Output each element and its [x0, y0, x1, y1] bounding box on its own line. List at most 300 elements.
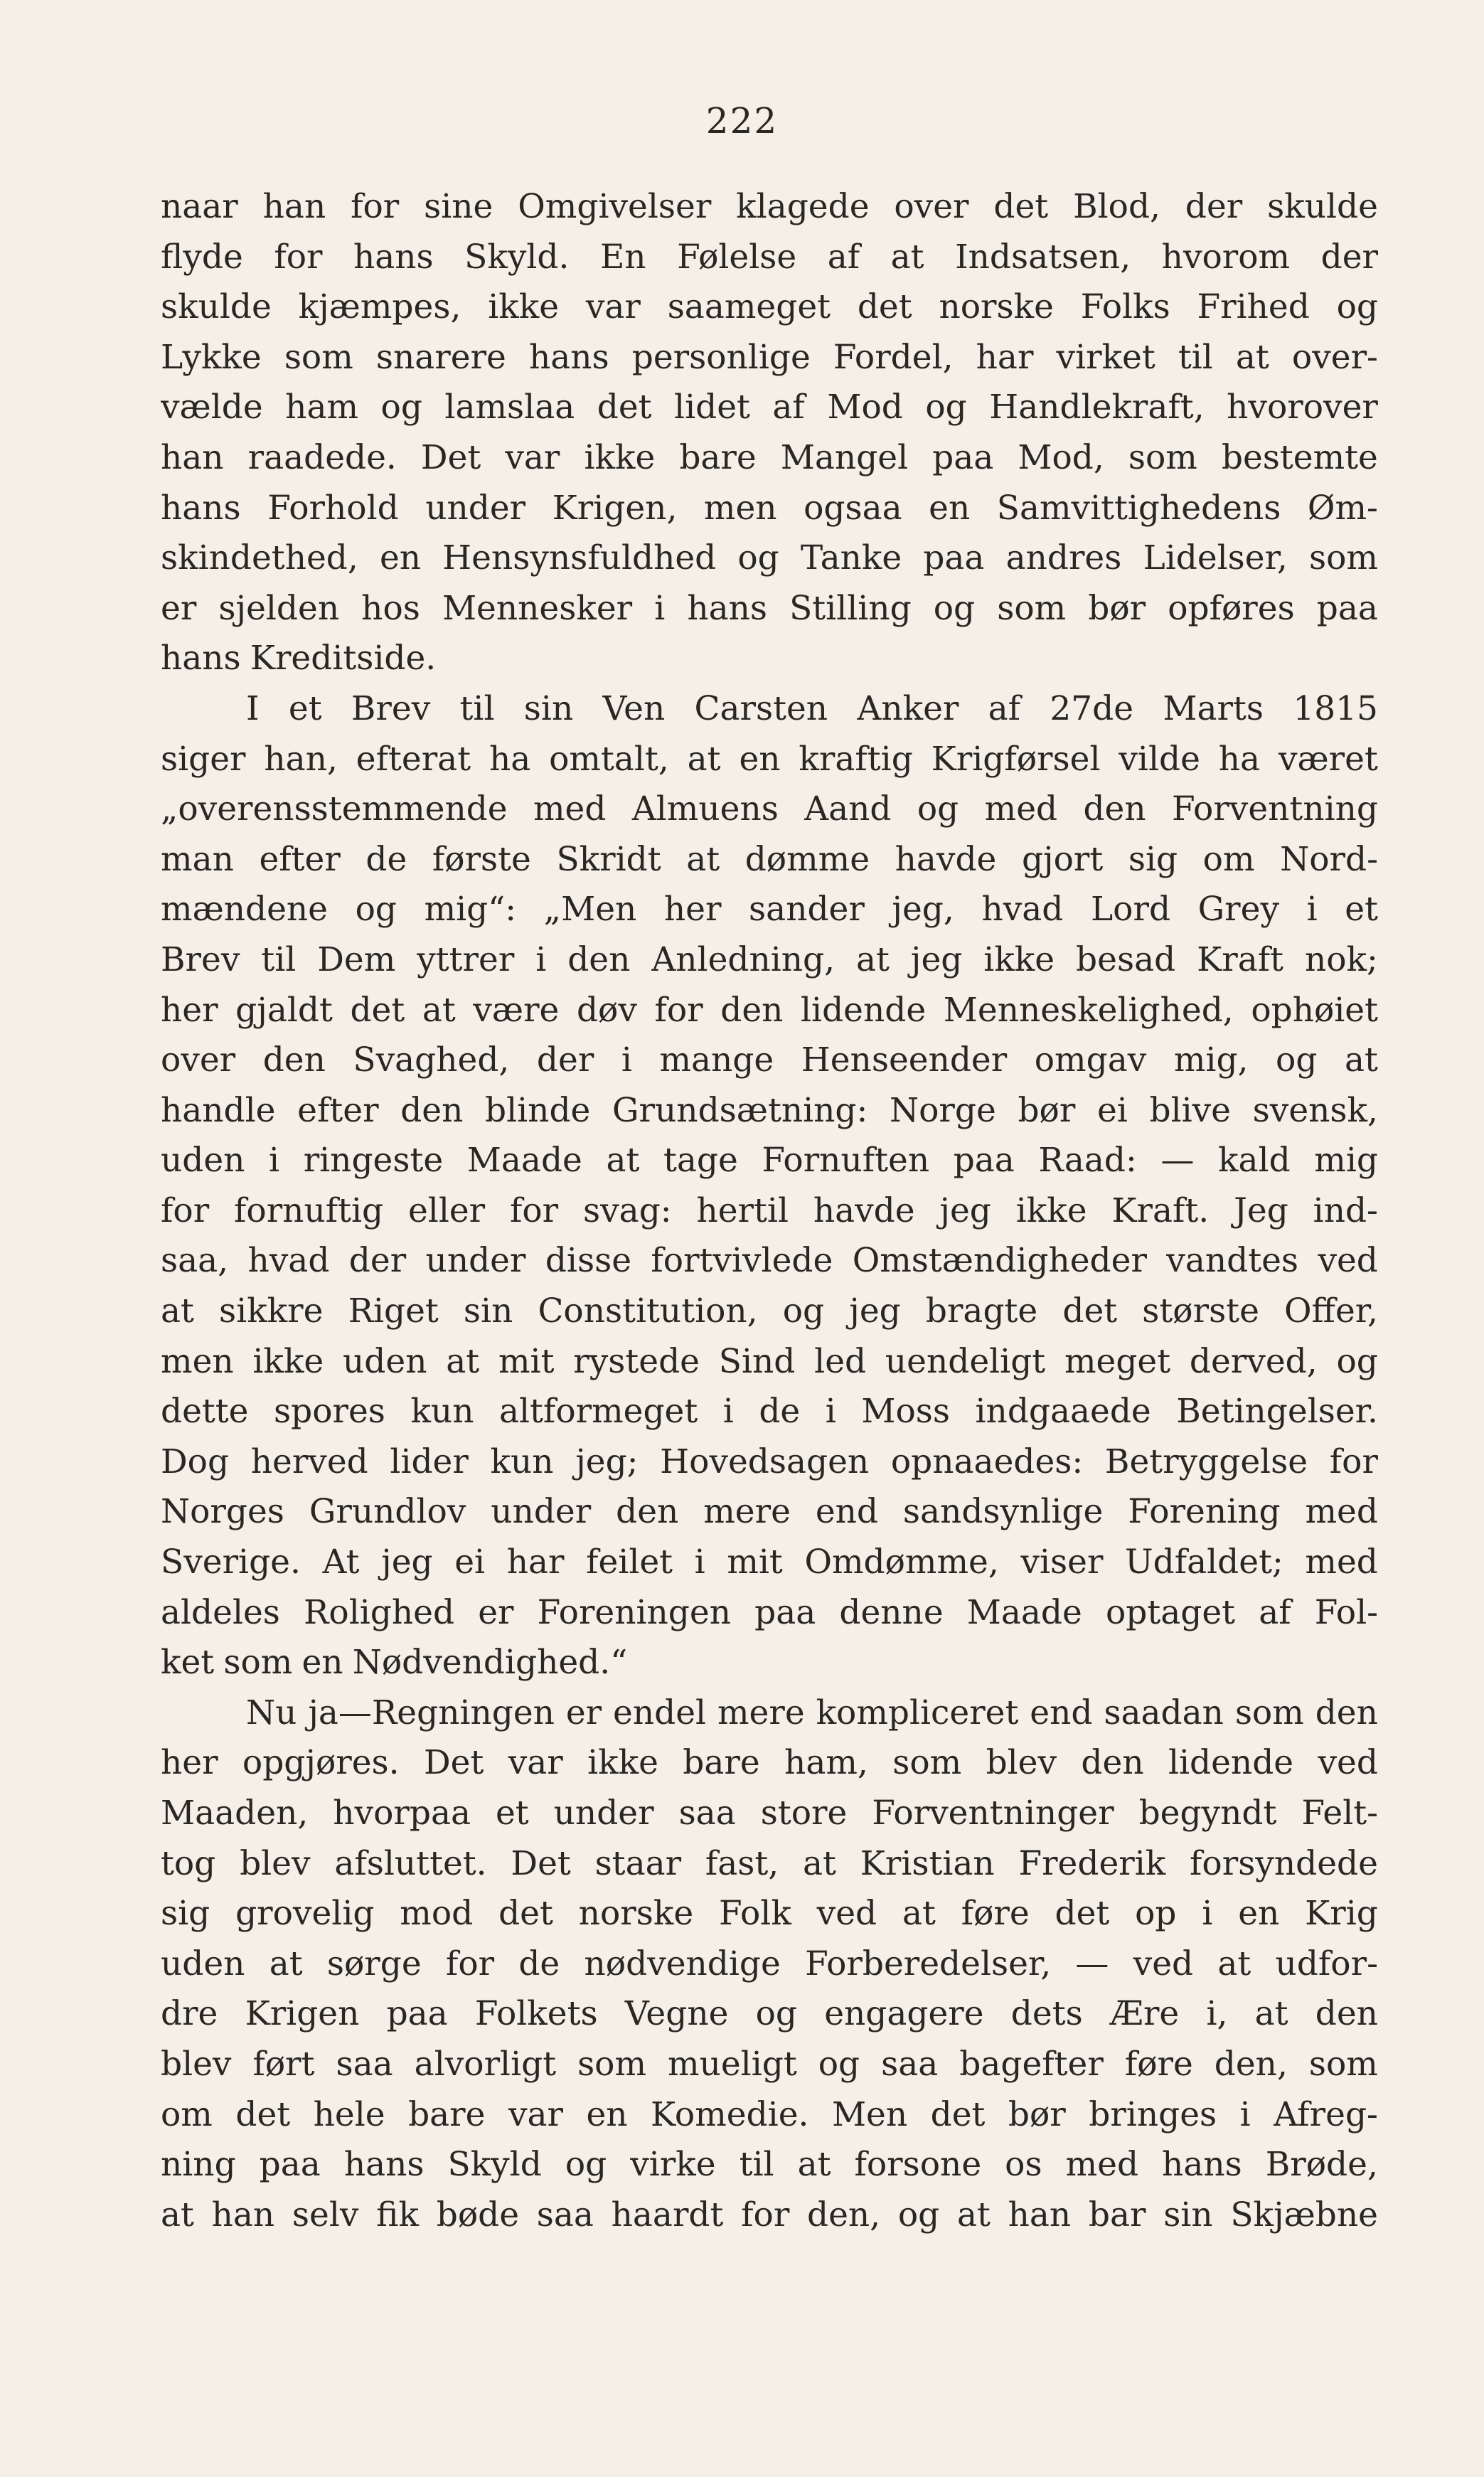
word: har — [976, 337, 1034, 377]
word: bare — [683, 1743, 760, 1783]
word: og — [1336, 1341, 1378, 1381]
word: som — [1234, 1693, 1304, 1732]
word: Stilling — [789, 588, 912, 628]
word: 27de — [1050, 688, 1134, 728]
word: at — [269, 1944, 303, 1983]
word: Lykke — [161, 337, 262, 377]
word: det — [1055, 1894, 1110, 1934]
word: Lord — [1090, 890, 1171, 929]
word: Omdømme, — [804, 1543, 999, 1582]
word: ved — [1318, 1743, 1378, 1783]
word: det — [597, 388, 652, 427]
text-line — [161, 986, 1378, 1036]
word: klagede — [736, 187, 870, 226]
word: Maade — [966, 1592, 1082, 1632]
word: er — [161, 588, 197, 628]
word: „overensstemmende — [161, 789, 508, 829]
word: virke — [630, 2145, 716, 2185]
word: den — [1081, 1743, 1144, 1783]
word: ophøiet — [1251, 990, 1378, 1030]
text-line — [161, 2040, 1378, 2090]
word: og — [897, 2195, 940, 2234]
word: og — [818, 2044, 860, 2084]
body-text — [161, 182, 1378, 2240]
word: mod — [400, 1894, 474, 1934]
word: Kraft — [1197, 939, 1284, 979]
word: lidende — [1168, 1743, 1294, 1783]
word: at — [1217, 1944, 1251, 1983]
text-line — [161, 2190, 1378, 2241]
word: paa — [1316, 588, 1378, 628]
word: bagefter — [959, 2044, 1104, 2084]
word: i, — [1206, 1994, 1228, 2034]
word: hertil — [696, 1190, 789, 1230]
text-line — [161, 935, 1378, 986]
word: hvorover — [1227, 388, 1378, 427]
word: haardt — [611, 2195, 724, 2234]
word: flyde — [161, 237, 243, 277]
word: omgav — [1034, 1040, 1147, 1080]
word: selv — [292, 2195, 359, 2234]
word: her — [161, 990, 218, 1030]
word: Brev — [351, 688, 431, 728]
word: altformeget — [498, 1392, 698, 1432]
word: at — [687, 739, 721, 779]
word: Mangel — [780, 437, 909, 477]
word: vælde — [161, 388, 263, 427]
word: sig — [1128, 839, 1178, 879]
word: ei — [454, 1543, 486, 1582]
word: disse — [545, 1241, 632, 1281]
word: svensk, — [1252, 1090, 1378, 1130]
word: hos — [361, 588, 420, 628]
word: at — [422, 990, 456, 1030]
word: nok; — [1304, 939, 1378, 979]
word: Men — [831, 2094, 908, 2134]
word: fik — [376, 2195, 420, 2234]
word: Det — [423, 1743, 484, 1783]
word: Menneskelighed, — [943, 990, 1234, 1030]
word: uden — [161, 1141, 245, 1181]
word: vilde — [1119, 739, 1200, 779]
text-line — [161, 533, 1378, 584]
word: Tanke — [800, 538, 902, 578]
word: en — [929, 488, 971, 528]
word: jeg, — [892, 890, 954, 929]
word: aldeles — [161, 1592, 280, 1632]
word: en — [301, 1643, 343, 1683]
word: blinde — [485, 1090, 591, 1130]
word: at — [1254, 1994, 1288, 2034]
word: største — [1142, 1291, 1259, 1331]
word: Blod, — [1073, 187, 1160, 226]
word: paa — [953, 1141, 1015, 1181]
word: hans — [353, 237, 434, 277]
word: han, — [264, 739, 338, 779]
word: som — [223, 1643, 293, 1683]
word: efter — [297, 1090, 379, 1130]
word: mig“: — [424, 890, 517, 929]
word: over — [161, 1040, 236, 1080]
word: havde — [895, 839, 997, 879]
word: Mennesker — [442, 588, 633, 628]
word: Folkets — [474, 1994, 598, 2034]
word: Jeg — [1234, 1190, 1288, 1230]
word: af — [988, 688, 1021, 728]
word: han — [211, 2195, 275, 2234]
word: og — [1276, 1040, 1318, 1080]
word: fornuftig — [234, 1190, 384, 1230]
text-line — [161, 1588, 1378, 1639]
word: siger — [161, 739, 246, 779]
word: ringeste — [303, 1141, 444, 1181]
word: ved — [1318, 1241, 1378, 1281]
word: — — [1075, 1944, 1109, 1983]
word: Følelse — [677, 237, 797, 277]
word: for — [274, 237, 323, 277]
text-line — [161, 1688, 1378, 1739]
word: Forventninger — [872, 1794, 1114, 1833]
word: han — [1008, 2195, 1072, 2234]
word: i — [621, 1040, 632, 1080]
word: med — [984, 789, 1058, 829]
word: fortvivlede — [651, 1241, 833, 1281]
word: lidet — [674, 388, 750, 427]
word: tog — [161, 1843, 216, 1883]
word: for — [1329, 1442, 1378, 1481]
word: raadede. — [247, 437, 397, 477]
word: er — [565, 1693, 602, 1732]
word: skindethed, — [161, 538, 358, 578]
word: ket — [161, 1643, 215, 1683]
word: den — [720, 990, 784, 1030]
word: ham — [285, 388, 359, 427]
word: at — [797, 2145, 831, 2185]
word: uendeligt — [885, 1341, 1046, 1381]
word: for — [351, 187, 400, 226]
word: dre — [161, 1994, 218, 2034]
word: Almuens — [631, 789, 779, 829]
word: ikke — [1015, 1190, 1087, 1230]
word: jeg — [910, 939, 963, 979]
word: saa — [678, 1794, 736, 1833]
word: blev — [986, 1743, 1057, 1783]
word: vandtes — [1166, 1241, 1299, 1281]
word: første — [432, 839, 531, 879]
word: mueligt — [668, 2044, 797, 2084]
word: til — [261, 939, 297, 979]
word: feilet — [586, 1543, 673, 1582]
word: Komedie. — [651, 2094, 809, 2134]
word: der — [1320, 237, 1378, 277]
text-line — [161, 1538, 1378, 1588]
word: Anledning, — [651, 939, 836, 979]
word: med — [1305, 1492, 1378, 1532]
word: Afreg- — [1274, 2094, 1378, 2134]
word: Norge — [890, 1090, 996, 1130]
text-line — [161, 634, 1378, 684]
word: i — [1202, 1894, 1213, 1934]
text-line — [161, 784, 1378, 835]
word: Constitution, — [538, 1291, 758, 1331]
word: ind- — [1313, 1190, 1378, 1230]
word: ikke — [587, 1743, 658, 1783]
word: nødvendige — [584, 1944, 781, 1983]
word: hans — [687, 588, 768, 628]
word: saa, — [161, 1241, 229, 1281]
word: for — [654, 990, 703, 1030]
word: rystede — [573, 1341, 700, 1381]
word: det — [498, 1894, 553, 1934]
word: over — [894, 187, 969, 226]
word: sandsynlige — [902, 1492, 1104, 1532]
word: endel — [613, 1693, 707, 1732]
word: i — [694, 1543, 705, 1582]
word: Skridt — [556, 839, 661, 879]
word: efter — [259, 839, 341, 879]
word: Lidelser, — [1143, 538, 1288, 578]
word: at — [606, 1141, 640, 1181]
word: hvorom — [1161, 237, 1291, 277]
word: mit — [498, 1341, 555, 1381]
word: sin — [1163, 2195, 1213, 2234]
word: at — [161, 1291, 194, 1331]
word: norske — [939, 287, 1054, 327]
word: sig — [161, 1894, 210, 1934]
text-line — [161, 1738, 1378, 1789]
word: at — [686, 839, 720, 879]
word: besad — [1076, 939, 1176, 979]
word: begyndt — [1138, 1794, 1277, 1833]
text-line — [161, 1989, 1378, 2040]
word: saa — [881, 2044, 939, 2084]
word: Nu — [246, 1693, 297, 1732]
word: end — [1030, 1693, 1093, 1732]
word: for — [509, 1190, 559, 1230]
word: Foreningen — [537, 1592, 731, 1632]
word: engagere — [824, 1994, 984, 2034]
word: mændene — [161, 890, 328, 929]
word: en — [379, 538, 422, 578]
word: jeg — [939, 1190, 991, 1230]
word: Grey — [1197, 890, 1280, 929]
word: i — [535, 939, 547, 979]
text-line — [161, 1387, 1378, 1437]
word: Kreditside. — [250, 639, 437, 678]
word: de — [518, 1944, 560, 1983]
word: hans — [161, 488, 241, 528]
word: at — [446, 1341, 480, 1381]
word: skulde — [161, 287, 272, 327]
text-line — [161, 1337, 1378, 1387]
word: Offer, — [1284, 1291, 1378, 1331]
word: den — [400, 1090, 464, 1130]
word: de — [365, 839, 407, 879]
word: forsone — [854, 2145, 982, 2185]
word: af — [827, 237, 860, 277]
word: som — [1308, 538, 1378, 578]
word: „Men — [543, 890, 637, 929]
word: bragte — [925, 1291, 1038, 1331]
word: under — [553, 1794, 654, 1833]
word: opføres — [1168, 588, 1295, 628]
word: som — [997, 588, 1067, 628]
word: og — [737, 538, 779, 578]
word: bestemte — [1221, 437, 1378, 477]
word: Skyld — [447, 2145, 542, 2185]
word: Brev — [161, 939, 240, 979]
word: var — [508, 2094, 563, 2134]
word: blev — [161, 2044, 232, 2084]
page-number: 222 — [705, 100, 779, 142]
word: af — [1259, 1592, 1291, 1632]
text-line — [161, 233, 1378, 283]
text-line — [161, 1889, 1378, 1939]
word: end — [815, 1492, 878, 1532]
word: ikke — [252, 1341, 324, 1381]
word: Krig — [1305, 1894, 1378, 1934]
word: hans — [161, 639, 241, 678]
word: de — [759, 1392, 801, 1432]
word: et — [1345, 890, 1378, 929]
text-line — [161, 1086, 1378, 1136]
word: ha — [489, 739, 531, 779]
word: Frederik — [1018, 1843, 1166, 1883]
word: med — [1305, 1543, 1378, 1582]
word: sin — [463, 1291, 513, 1331]
word: det — [350, 990, 405, 1030]
word: svag: — [583, 1190, 672, 1230]
word: har — [506, 1543, 565, 1582]
word: kun — [490, 1442, 554, 1481]
text-line — [161, 1186, 1378, 1237]
word: naar — [161, 187, 238, 226]
word: her — [161, 1743, 218, 1783]
text-line — [161, 282, 1378, 333]
word: sine — [424, 187, 493, 226]
word: og — [755, 1994, 798, 2034]
word: hele — [313, 2094, 385, 2134]
word: men — [161, 1341, 234, 1381]
word: Forventning — [1171, 789, 1378, 829]
word: føre — [961, 1894, 1030, 1934]
word: Handlekraft, — [989, 388, 1205, 427]
word: lamslaa — [444, 388, 575, 427]
text-line — [161, 1035, 1378, 1086]
word: over- — [1291, 337, 1378, 377]
word: meget — [1064, 1341, 1171, 1381]
word: saameget — [667, 287, 831, 327]
word: blev — [240, 1843, 311, 1883]
word: Betingelser. — [1176, 1392, 1378, 1432]
word: Forhold — [267, 488, 399, 528]
word: store — [760, 1794, 848, 1833]
word: Udfaldet; — [1125, 1543, 1283, 1582]
text-line — [161, 1939, 1378, 1990]
word: her — [663, 890, 722, 929]
word: mere — [717, 1693, 805, 1732]
word: At — [322, 1543, 360, 1582]
word: i — [825, 1392, 836, 1432]
word: kompliceret — [816, 1693, 1019, 1732]
word: som — [1308, 2044, 1378, 2084]
word: at — [1344, 1040, 1378, 1080]
word: Dog — [161, 1442, 230, 1481]
word: for — [445, 1944, 495, 1983]
word: er — [478, 1592, 514, 1632]
word: den, — [807, 2195, 881, 2234]
word: kraftig — [799, 739, 913, 779]
word: paa — [386, 1994, 448, 2034]
text-line — [161, 1839, 1378, 1890]
word: efterat — [356, 739, 471, 779]
word: den — [1083, 789, 1146, 829]
text-line — [161, 433, 1378, 484]
word: Hensynsfuldhed — [442, 538, 717, 578]
word: han — [262, 187, 326, 226]
word: som — [577, 2044, 647, 2084]
word: det — [857, 287, 912, 327]
word: virket — [1056, 337, 1155, 377]
word: uden — [161, 1944, 245, 1983]
word: i — [722, 1392, 734, 1432]
word: det — [993, 187, 1049, 226]
word: Krigførsel — [931, 739, 1101, 779]
word: og — [1336, 287, 1378, 327]
text-line — [161, 684, 1378, 735]
word: til — [1178, 337, 1213, 377]
text-line — [161, 1437, 1378, 1488]
word: hans — [1162, 2145, 1242, 2185]
word: andres — [1005, 538, 1122, 578]
word: dets — [1010, 1994, 1083, 2034]
word: blive — [1149, 1090, 1232, 1130]
word: den — [1315, 1693, 1378, 1732]
word: sander — [749, 890, 865, 929]
word: Maade — [466, 1141, 582, 1181]
word: bringes — [1089, 2094, 1217, 2134]
word: herved — [250, 1442, 368, 1481]
word: mange — [659, 1040, 774, 1080]
word: Øm- — [1307, 488, 1378, 528]
word: en — [739, 739, 781, 779]
word: ning — [161, 2145, 236, 2185]
word: han — [161, 437, 224, 477]
word: Kristian — [860, 1843, 995, 1883]
word: mere — [703, 1492, 791, 1532]
word: fast, — [705, 1843, 779, 1883]
word: til — [459, 688, 495, 728]
word: ved — [1133, 1944, 1194, 1983]
word: Ven — [602, 688, 666, 728]
word: eller — [407, 1190, 486, 1230]
text-line — [161, 1287, 1378, 1337]
word: sjelden — [218, 588, 340, 628]
word: dette — [161, 1392, 249, 1432]
word: led — [814, 1341, 867, 1381]
word: personlige — [631, 337, 811, 377]
word: var — [585, 287, 641, 327]
word: Skyld. — [464, 237, 570, 277]
word: for — [741, 2195, 790, 2234]
word: snarere — [375, 337, 506, 377]
word: Carsten — [694, 688, 828, 728]
word: og — [565, 2145, 607, 2185]
word: under — [425, 1241, 526, 1281]
word: saa — [536, 2195, 594, 2234]
text-line — [161, 1487, 1378, 1538]
word: indgaaede — [975, 1392, 1151, 1432]
